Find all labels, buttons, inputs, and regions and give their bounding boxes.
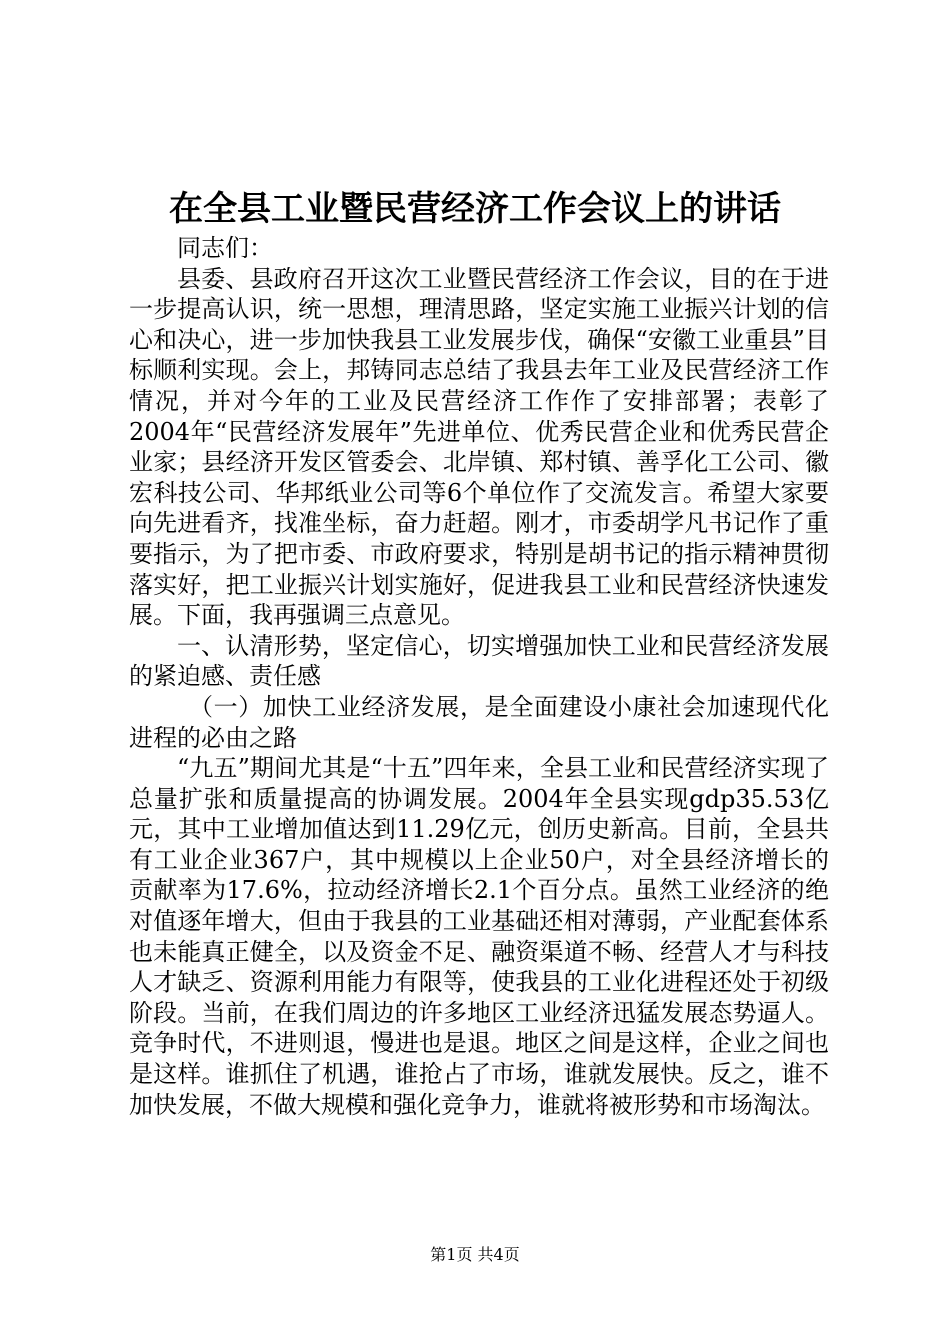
paragraph-body: “九五”期间尤其是“十五”四年来，全县工业和民营经济实现了总量扩张和质量提高的协调发展。2004年全县实现gdp35.53亿元，其中工业增加值达到11.29亿元，创历史新高。目前，全县共有工业企业367户，其中规模以上企业50户，对全县经济增长的贡献率为17.6%，拉动经济增长2.1个百分点。虽然工业经济的绝对值逐年增大，但由于我县的工业基础还相对薄弱，产业配套体系也未能真正健全，以及资金不足、融资渠道不畅、经营人才与科技人才缺乏、资源利用能力有限等，使我县的工业化进程还处于初级阶段。当前，在我们周边的许多地区工业经济迅猛发展态势逼人。竞争时代，不进则退，慢进也是退。地区之间是这样，企业之间也是这样。谁抓住了机遇，谁抢占了市场，谁就发展快。反之，谁不加快发展，不做大规模和强化竞争力，谁就将被形势和市场淘汰。 [129,754,829,1119]
document-body [129,233,829,1120]
page-footer: 第1页 共4页 [430,1245,520,1264]
document-title: 在全县工业暨民营经济工作会议上的讲话 [169,189,781,229]
section-heading: 一、认清形势，坚定信心，切实增强加快工业和民营经济发展的紧迫感、责任感 [129,631,829,691]
paragraph-intro: 县委、县政府召开这次工业暨民营经济工作会议，目的在于进一步提高认识，统一思想，理清思路，坚定实施工业振兴计划的信心和决心，进一步加快我县工业发展步伐，确保“安徽工业重县”目标顺利实现。会上，邦铸同志总结了我县去年工业及民营经济工作情况，并对今年的工业及民营经济工作作了安排部署；表彰了2004年“民营经济发展年”先进单位、优秀民营企业和优秀民营企业家；县经济开发区管委会、北岸镇、郑村镇、善孚化工公司、徽宏科技公司、华邦纸业公司等6个单位作了交流发言。希望大家要向先进看齐，找准坐标，奋力赶超。刚才，市委胡学凡书记作了重要指示，为了把市委、市政府要求，特别是胡书记的指示精神贯彻落实好，把工业振兴计划实施好，促进我县工业和民营经济快速发展。下面，我再强调三点意见。 [129,264,829,630]
subsection-heading: （一）加快工业经济发展，是全面建设小康社会加速现代化进程的必由之路 [129,692,829,752]
salutation: 同志们： [177,234,273,262]
